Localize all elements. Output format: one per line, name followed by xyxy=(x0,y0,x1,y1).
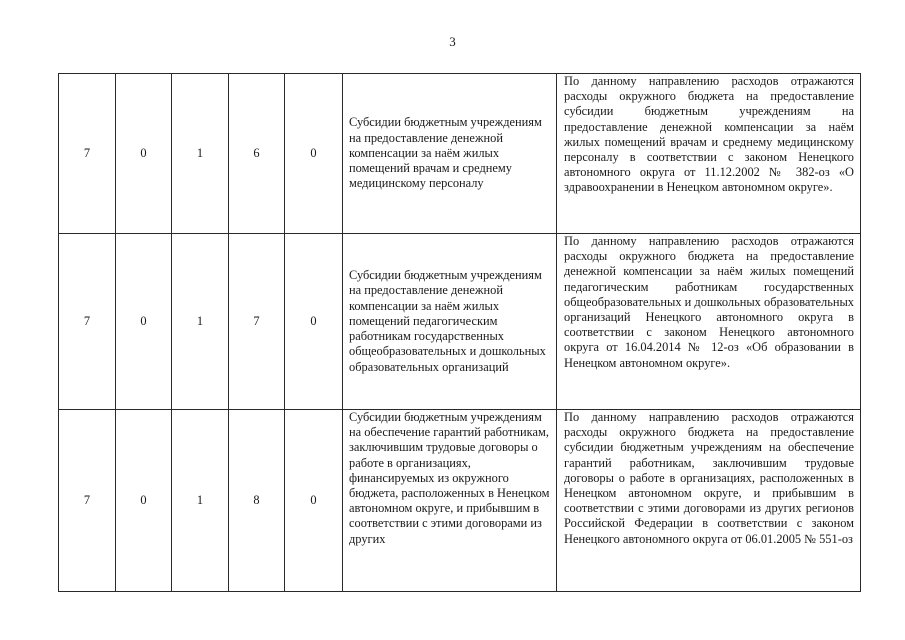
code-digit-2: 0 xyxy=(116,410,172,592)
code-digit-2: 0 xyxy=(116,234,172,410)
expense-description xyxy=(557,74,861,234)
expense-name: Субсидии бюджетным учреждениям на предоставление денежной компенсации за наём жилых помещений педагогическим работникам государственных общеобразовательных и дошкольных образовательных организаций xyxy=(343,234,557,410)
code-digit-3: 1 xyxy=(172,410,229,592)
table-row xyxy=(59,234,861,410)
expense-description-text: По данному направлению расходов отражаются расходы окружного бюджета на предоставление субсидии бюджетным учреждениям на предоставление денежной компенсации за наём жилых помещений врачам и среднему медицинскому персоналу в соответствии с законом Ненецкого автономного округа от 11.12.2002 № 382-оз «О здравоохранении в Ненецком автономном округе». xyxy=(564,74,854,195)
code-digit-5: 0 xyxy=(285,410,343,592)
expense-description xyxy=(557,234,861,410)
expense-description xyxy=(557,410,861,592)
code-digit-1: 7 xyxy=(59,234,116,410)
expense-description-text: По данному направлению расходов отражаются расходы окружного бюджета на предоставление субсидии бюджетным учреждениям на обеспечение гарантий работникам, заключившим трудовые договоры о работе в организациях, расположенных в Ненецком автономном округе, и прибывшим в соответствии с этими договорами из других регионов Российской Федерации в соответствии с законом Ненецкого автономного округа от 06.01.2005 № 551-оз xyxy=(564,410,854,546)
budget-classification-table xyxy=(58,73,861,592)
code-digit-4: 7 xyxy=(229,234,285,410)
page-number: 3 xyxy=(449,34,456,49)
table-row xyxy=(59,410,861,592)
code-digit-5: 0 xyxy=(285,234,343,410)
expense-name: Субсидии бюджетным учреждениям на обеспечение гарантий работникам, заключившим трудовые договоры о работе в организациях, финансируемых из окружного бюджета, расположенных в Ненецком автономном округе, и прибывшим в соответствии с этими договорами из других xyxy=(349,410,550,546)
code-digit-1: 7 xyxy=(59,74,116,234)
code-digit-3: 1 xyxy=(172,234,229,410)
code-digit-2: 0 xyxy=(116,74,172,234)
code-digit-4: 8 xyxy=(229,410,285,592)
expense-description-text: По данному направлению расходов отражаются расходы окружного бюджета на предоставление денежной компенсации за наём жилых помещений педагогическим работникам государственных общеобразовательных и дошкольных образовательных организаций Ненецкого автономного округа в соответствии с законом Ненецкого автономного округа от 16.04.2014 № 12-оз «Об образовании в Ненецком автономном округе». xyxy=(564,234,854,370)
code-digit-3: 1 xyxy=(172,74,229,234)
expense-name-cell xyxy=(343,410,557,592)
code-digit-5: 0 xyxy=(285,74,343,234)
expense-name: Субсидии бюджетным учреждениям на предоставление денежной компенсации за наём жилых помещений врачам и среднему медицинскому персоналу xyxy=(343,74,557,234)
code-digit-1: 7 xyxy=(59,410,116,592)
code-digit-4: 6 xyxy=(229,74,285,234)
table-row xyxy=(59,74,861,234)
